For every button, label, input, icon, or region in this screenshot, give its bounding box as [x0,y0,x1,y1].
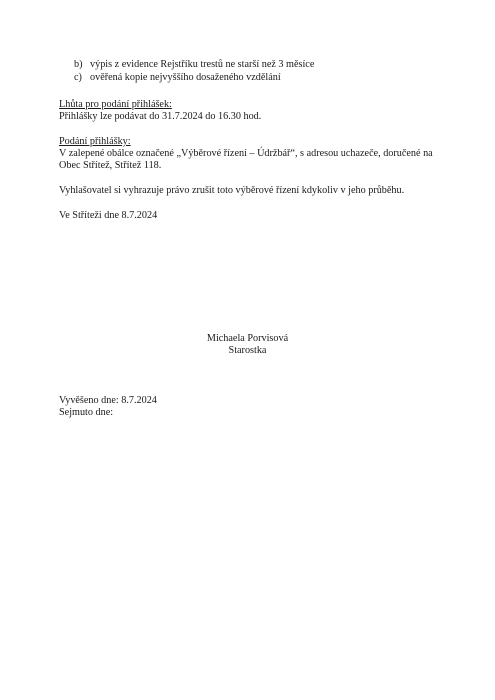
list-item-education-copy: ověřená kopie nejvyššího dosaženého vzdělání [90,72,281,83]
reservation-text: Vyhlašovatel si vyhrazuje právo zrušit toto výběrové řízení kdykoliv v jeho průběhu. [59,185,405,196]
list-marker-b: b) [74,59,83,70]
list-item-criminal-record: výpis z evidence Rejstříku trestů ne starší než 3 měsíce [90,59,315,70]
removed-date: Sejmuto dne: [59,407,114,418]
deadline-text: Přihlášky lze podávat do 31.7.2024 do 16.30 hod. [59,111,262,122]
deadline-heading: Lhůta pro podání přihlášek: [59,99,172,110]
submission-line-1: V zalepené obálce označené „Výběrové řízení – Údržbář“, s adresou uchazeče, doručené na [59,148,433,159]
signatory-name: Michaela Porvisová [206,333,289,344]
place-date: Ve Stříteži dne 8.7.2024 [59,210,158,221]
posted-date: Vyvěšeno dne: 8.7.2024 [59,395,157,406]
signatory-title: Starostka [228,345,267,356]
submission-line-2: Obec Střítež, Střítež 118. [59,160,162,171]
list-marker-c: c) [74,72,82,83]
submission-heading: Podání přihlášky: [59,136,131,147]
